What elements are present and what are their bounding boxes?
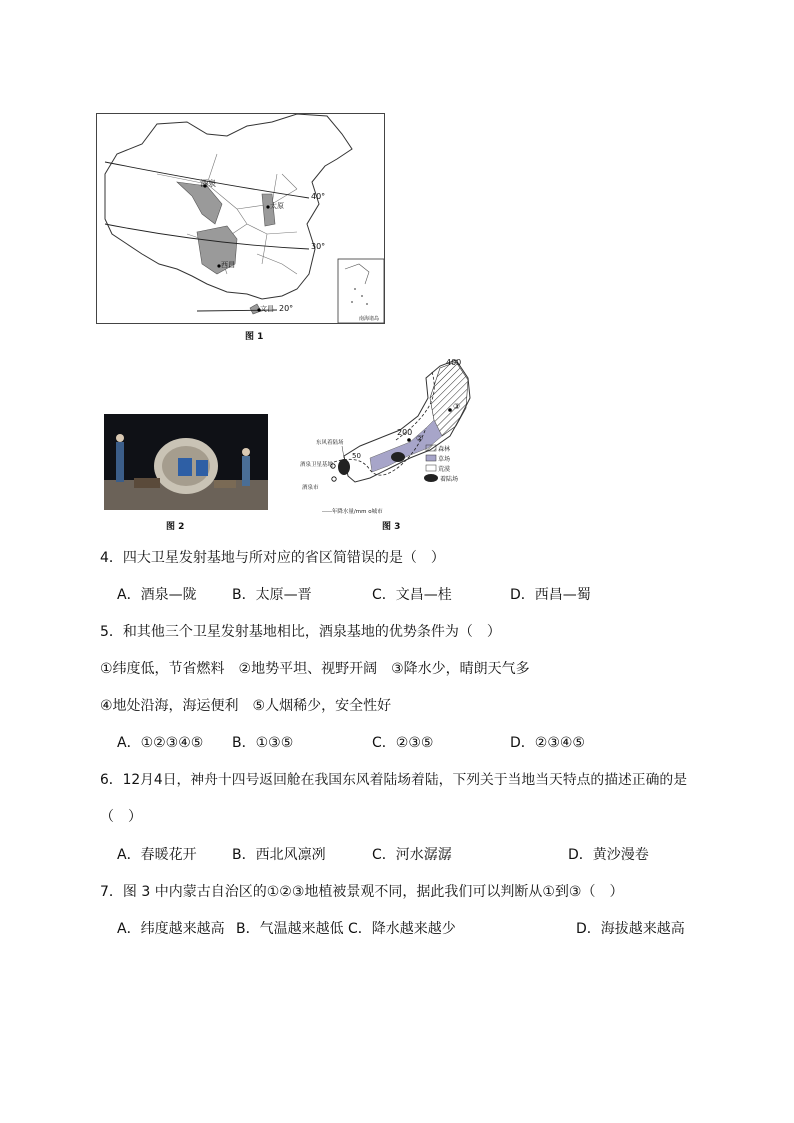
q5-option-b[interactable]: B．①③⑤	[232, 735, 294, 751]
label-iso400: 400	[446, 358, 462, 367]
question-6-stem-cont: （ ）	[100, 809, 142, 825]
label-wenchang: 文昌	[260, 305, 274, 313]
label-lat20: 20°	[279, 304, 294, 313]
figure2-photo	[104, 414, 268, 510]
q6-option-a[interactable]: A．春暖花开	[117, 847, 197, 863]
person-left	[116, 442, 124, 482]
person-center	[178, 458, 192, 476]
jiuquan-city-marker	[332, 477, 336, 481]
q7-option-c[interactable]: C．降水越来越少	[348, 921, 456, 937]
label-lat30: 30°	[311, 242, 326, 251]
label-taiyuan: 太原	[270, 202, 284, 210]
legend-label-forest: 森林	[438, 446, 451, 453]
label-jiuquan-base: 酒泉卫星基地	[300, 462, 334, 468]
q4-option-d[interactable]: D．西昌—蜀	[510, 587, 591, 603]
q6-option-c[interactable]: C．河水潺潺	[372, 847, 452, 863]
q6-option-d[interactable]: D．黄沙漫卷	[568, 847, 649, 863]
q4-option-a[interactable]: A．酒泉—陇	[117, 587, 197, 603]
label-xichang: 西昌	[221, 261, 235, 269]
question-6-stem: 6．12月4日，神舟十四号返回舱在我国东风着陆场着陆，下列关于当地当天特点的描述正确的是	[100, 772, 687, 788]
capsule-photo-svg	[104, 414, 268, 510]
q7-option-a[interactable]: A．纬度越来越高	[117, 921, 225, 937]
inset-frame	[338, 259, 384, 323]
question-4-stem: 4．四大卫星发射基地与所对应的省区简错误的是（ ）	[100, 550, 445, 566]
label-inset: 南海诸岛	[359, 316, 380, 322]
landing-site-dongfeng	[338, 459, 350, 475]
label-site3: ③	[453, 402, 461, 411]
china-map-svg	[97, 114, 384, 323]
figure3-caption: 图 3	[382, 522, 401, 532]
legend-swatch-grass	[426, 455, 436, 461]
question-7-stem: 7．图 3 中内蒙古自治区的①②③地植被景观不同，据此我们可以判断从①到③（ ）	[100, 884, 624, 900]
figure3-map	[300, 358, 478, 518]
legend-label-landing: 着陆场	[440, 476, 459, 483]
q5-option-a[interactable]: A．①②③④⑤	[117, 735, 204, 751]
q5-option-d[interactable]: D．②③④⑤	[510, 735, 585, 751]
legend-label-desert: 荒漠	[438, 466, 451, 473]
q7-option-b[interactable]: B．气温越来越低	[236, 921, 344, 937]
landing-site-east	[391, 452, 405, 462]
figure1-caption: 图 1	[245, 332, 264, 342]
legend-swatch-landing	[424, 474, 438, 482]
legend-swatch-desert	[426, 465, 436, 471]
q5-statements-2: ④地处沿海，海运便利 ⑤人烟稀少，安全性好	[100, 698, 392, 714]
figure1-map	[96, 113, 385, 324]
person-right	[242, 456, 250, 486]
legend-swatch-forest	[426, 445, 436, 451]
label-jiuquan-city: 酒泉市	[302, 485, 319, 491]
q6-option-b[interactable]: B．西北风凛冽	[232, 847, 326, 863]
label-iso200: 200	[397, 428, 413, 437]
q4-option-b[interactable]: B．太原—晋	[232, 587, 312, 603]
china-outline	[105, 114, 352, 299]
label-jiuquan: 酒泉	[200, 179, 216, 188]
figure2-caption: 图 2	[166, 522, 185, 532]
label-iso50: 50	[352, 452, 361, 460]
q7-option-d[interactable]: D．海拔越来越高	[576, 921, 685, 937]
figure3-footnote: -----年降水量/mm o城市	[322, 509, 383, 515]
q5-statements-1: ①纬度低，节省燃料 ②地势平坦、视野开阔 ③降水少，晴朗天气多	[100, 661, 530, 677]
label-site2: ②	[416, 434, 424, 443]
question-5-stem: 5．和其他三个卫星发射基地相比，酒泉基地的优势条件为（ ）	[100, 624, 501, 640]
label-lat40: 40°	[311, 192, 326, 201]
q4-option-c[interactable]: C．文昌—桂	[372, 587, 452, 603]
legend-label-grass: 草场	[438, 456, 451, 463]
label-dongfeng: 东风着陆场	[316, 440, 344, 446]
q5-option-c[interactable]: C．②③⑤	[372, 735, 434, 751]
